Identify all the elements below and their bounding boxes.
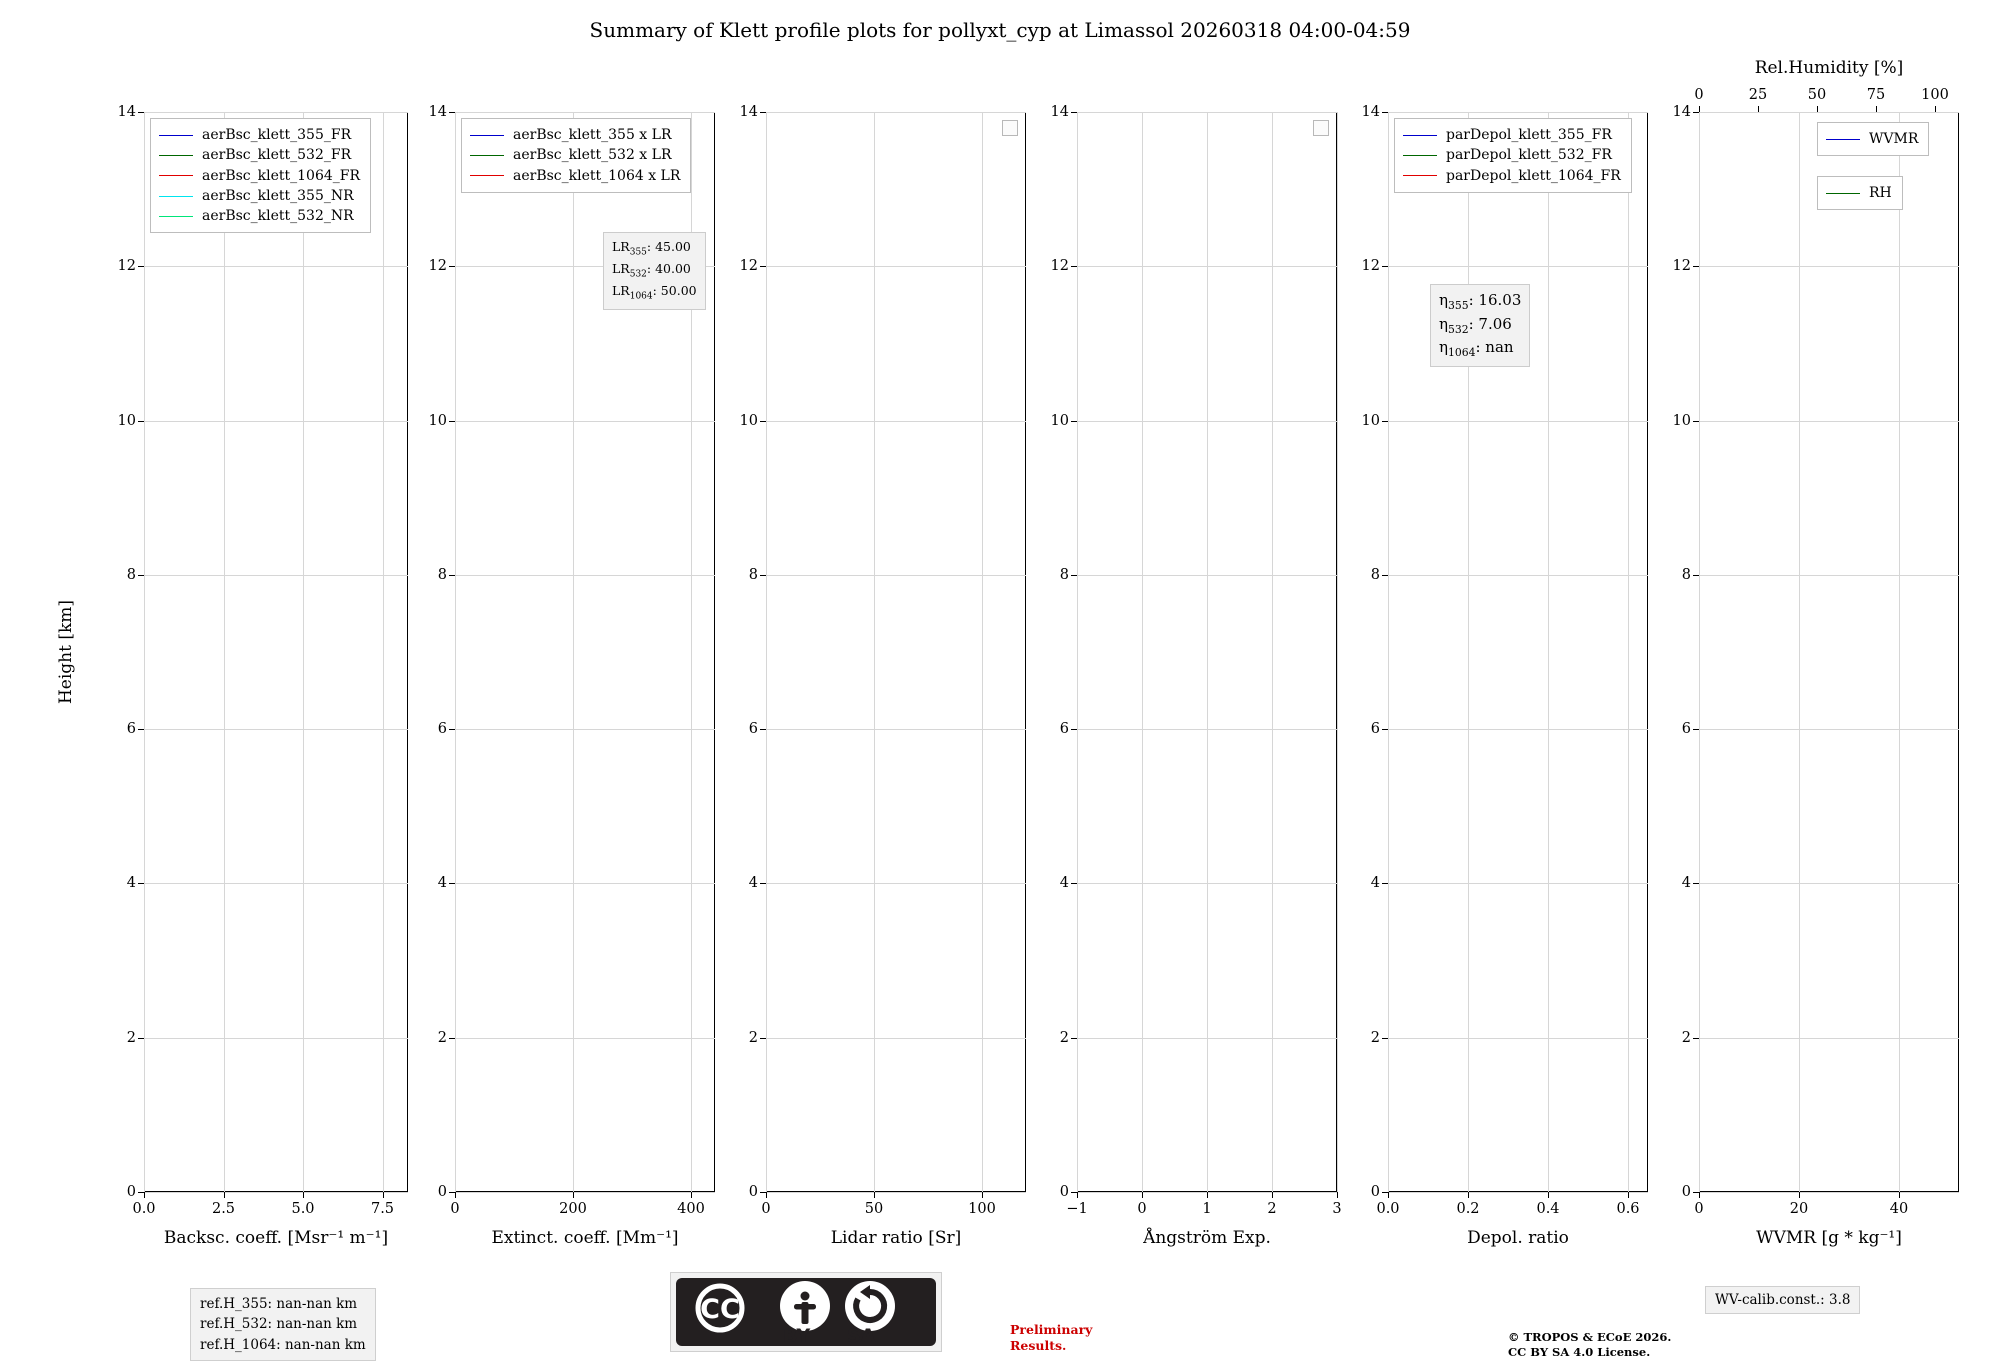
legend-item — [1403, 145, 1621, 165]
y-tick: 2 — [437, 1029, 447, 1046]
legend-color-swatch — [1403, 155, 1437, 156]
y-tick: 6 — [126, 721, 136, 738]
y-tick: 12 — [739, 258, 758, 275]
y-tick: 10 — [1361, 412, 1380, 429]
legend-item — [470, 166, 680, 186]
legend-backscatter — [150, 118, 371, 233]
ref-height-355: ref.H_355: nan-nan km — [200, 1296, 358, 1312]
x-tick: 0 — [1694, 1201, 1704, 1217]
x-tick: 0.0 — [132, 1201, 156, 1217]
y-tick: 0 — [1681, 1184, 1691, 1200]
legend-item — [1826, 183, 1892, 203]
y-tick: 6 — [1370, 721, 1380, 738]
y-tick: 8 — [748, 566, 758, 583]
legend-label: aerBsc_klett_532 x LR — [513, 147, 672, 164]
x-tick: 20 — [1789, 1201, 1809, 1217]
legend-extinction — [461, 118, 691, 193]
x-axis-label-depolarization: Depol. ratio — [1467, 1228, 1569, 1248]
legend-color-swatch — [159, 155, 193, 156]
x-axis-label-wvmr: WVMR [g * kg⁻¹] — [1756, 1228, 1902, 1248]
x-axis-label-angstrom: Ångström Exp. — [1143, 1228, 1271, 1248]
x-axis-label-lidar-ratio: Lidar ratio [Sr] — [830, 1228, 962, 1248]
y-tick: 2 — [1370, 1029, 1380, 1046]
x-tick: 0.0 — [1376, 1201, 1400, 1217]
legend-color-swatch — [1826, 193, 1860, 194]
lidar-ratio-annotation — [603, 232, 706, 310]
y-tick: 8 — [1681, 566, 1691, 583]
panel-depolarization — [1361, 104, 1648, 1248]
x-tick: 0 — [761, 1201, 771, 1217]
y-tick: 4 — [1681, 875, 1691, 892]
legend-rh — [1817, 176, 1903, 210]
y-tick: 4 — [748, 875, 758, 892]
y-tick: 10 — [117, 412, 136, 429]
panel-water-vapour — [1672, 58, 1959, 1248]
creative-commons-license-badge — [670, 1272, 942, 1352]
y-tick: 0 — [126, 1184, 136, 1200]
wv-calibration-constant-box: WV-calib.const.: 3.8 — [1705, 1286, 1860, 1314]
y-tick: 14 — [1672, 104, 1691, 120]
y-tick: 14 — [428, 104, 447, 120]
legend-item — [159, 206, 360, 226]
y-tick: 6 — [1681, 721, 1691, 738]
y-tick: 6 — [437, 721, 447, 738]
top-x-tick: 0 — [1694, 87, 1704, 103]
y-tick: 0 — [1059, 1184, 1069, 1200]
legend-color-swatch — [1403, 175, 1437, 176]
y-tick: 2 — [1681, 1029, 1691, 1046]
x-tick: 0.6 — [1616, 1201, 1640, 1217]
y-tick: 14 — [739, 104, 758, 120]
eta-1064-value: $\eta_{1064}$: nan — [1439, 338, 1514, 360]
eta-355-value: $\eta_{355}$: 16.03 — [1439, 291, 1522, 312]
legend-item — [159, 145, 360, 165]
preliminary-results-note — [1010, 1322, 1092, 1353]
x-tick: 50 — [864, 1201, 884, 1217]
copyright-line-1: © TROPOS & ECoE 2026. — [1508, 1330, 1672, 1344]
cc-sa-label: SA — [847, 1325, 876, 1347]
legend-label: parDepol_klett_1064_FR — [1446, 167, 1621, 184]
x-tick: 0.2 — [1456, 1201, 1480, 1217]
legend-item — [159, 186, 360, 206]
x-tick: 100 — [968, 1201, 996, 1217]
y-tick: 0 — [748, 1184, 758, 1200]
page-title: Summary of Klett profile plots for pollyxt_cyp at Limassol 20260318 04:00-04:59 — [589, 18, 1411, 42]
legend-item — [470, 125, 680, 145]
top-x-tick: 25 — [1748, 87, 1768, 103]
plot-area-depolarization — [1388, 112, 1648, 1192]
y-tick: 4 — [1059, 875, 1069, 892]
y-tick: 6 — [1059, 721, 1069, 738]
lr-1064-value: $LR_{1064}$: 50.00 — [612, 283, 697, 302]
ref-height-532: ref.H_532: nan-nan km — [200, 1316, 358, 1333]
legend-label: aerBsc_klett_1064 x LR — [513, 167, 681, 184]
y-tick: 12 — [1672, 258, 1691, 275]
y-tick: 2 — [126, 1029, 136, 1046]
y-tick: 2 — [748, 1029, 758, 1046]
x-tick: 200 — [559, 1201, 587, 1217]
x-axis-label-backscatter: Backsc. coeff. [Msr⁻¹ m⁻¹] — [163, 1228, 389, 1248]
legend-label: aerBsc_klett_1064_FR — [202, 167, 361, 184]
panel-lidar-ratio — [739, 104, 1026, 1248]
x-tick: 400 — [677, 1201, 705, 1217]
legend-label: parDepol_klett_532_FR — [1446, 147, 1612, 164]
eta-annotation — [1430, 284, 1530, 367]
legend-color-swatch — [1403, 135, 1437, 136]
legend-label: WVMR — [1869, 131, 1919, 147]
legend-color-swatch — [159, 196, 193, 197]
legend-color-swatch — [159, 216, 193, 217]
y-tick: 0 — [1370, 1184, 1380, 1200]
y-tick: 8 — [437, 566, 447, 583]
empty-legend-box-angstrom — [1313, 120, 1329, 136]
y-tick: 10 — [1050, 412, 1069, 429]
y-tick: 14 — [117, 104, 136, 120]
legend-depolarization — [1394, 118, 1632, 193]
x-tick: 40 — [1889, 1201, 1909, 1217]
legend-label: aerBsc_klett_355_FR — [202, 127, 352, 143]
legend-label: aerBsc_klett_532_NR — [202, 208, 354, 225]
x-tick: 0.4 — [1536, 1201, 1560, 1217]
x-tick: 7.5 — [370, 1201, 395, 1217]
eta-532-value: $\eta_{532}$: 7.06 — [1439, 314, 1512, 336]
y-tick: 4 — [437, 875, 447, 892]
x-tick: 3 — [1332, 1201, 1342, 1217]
legend-color-swatch — [159, 135, 193, 136]
panel-extinction — [428, 104, 715, 1248]
panel-backscatter — [56, 104, 408, 1248]
legend-label: aerBsc_klett_355 x LR — [513, 127, 672, 143]
empty-legend-box-lidar-ratio — [1002, 120, 1018, 136]
x-tick: 2.5 — [211, 1201, 236, 1217]
plot-area-lidar-ratio — [766, 112, 1026, 1192]
legend-item — [159, 125, 360, 145]
top-x-tick: 100 — [1921, 87, 1949, 103]
svg-text:CC: CC — [700, 1294, 740, 1325]
legend-item — [1826, 129, 1918, 149]
legend-label: parDepol_klett_355_FR — [1446, 127, 1612, 143]
legend-label: aerBsc_klett_355_NR — [202, 187, 354, 204]
y-tick: 12 — [117, 258, 136, 275]
legend-item — [1403, 166, 1621, 186]
y-tick: 14 — [1361, 104, 1380, 120]
top-x-tick: 50 — [1807, 87, 1827, 103]
lr-355-value: $LR_{355}$: 45.00 — [612, 239, 691, 258]
y-tick: 4 — [1370, 875, 1380, 892]
reference-heights-box — [190, 1288, 376, 1361]
x-tick: 5.0 — [291, 1201, 315, 1217]
y-tick: 8 — [126, 566, 136, 583]
plot-area-water-vapour — [1699, 112, 1959, 1192]
legend-color-swatch — [1826, 139, 1860, 140]
legend-color-swatch — [470, 155, 504, 156]
preliminary-line-2: Results. — [1010, 1337, 1067, 1353]
legend-color-swatch — [470, 175, 504, 176]
y-tick: 4 — [126, 875, 136, 892]
legend-color-swatch — [159, 175, 193, 176]
legend-item — [159, 166, 360, 186]
legend-wvmr — [1817, 122, 1929, 156]
y-tick: 8 — [1059, 566, 1069, 583]
y-tick: 6 — [748, 721, 758, 738]
y-tick: 12 — [428, 258, 447, 275]
x-tick: 1 — [1202, 1201, 1212, 1217]
copyright-note — [1508, 1330, 1671, 1360]
panel-angstrom — [1050, 104, 1342, 1248]
legend-label: aerBsc_klett_532_FR — [202, 147, 352, 164]
copyright-line-2: CC BY SA 4.0 License. — [1508, 1344, 1651, 1359]
top-axis-label-relative-humidity: Rel.Humidity [%] — [1754, 58, 1904, 78]
preliminary-line-1: Preliminary — [1010, 1322, 1093, 1337]
y-axis-label: Height [km] — [56, 599, 76, 705]
top-x-tick: 75 — [1866, 87, 1886, 103]
y-tick: 12 — [1050, 258, 1069, 275]
y-tick: 2 — [1059, 1029, 1069, 1046]
legend-color-swatch — [470, 135, 504, 136]
y-tick: 12 — [1361, 258, 1380, 275]
x-tick: −1 — [1066, 1201, 1088, 1217]
y-tick: 14 — [1050, 104, 1069, 120]
legend-label: RH — [1869, 185, 1892, 201]
y-tick: 0 — [437, 1184, 447, 1200]
y-tick: 10 — [428, 412, 447, 429]
legend-item — [470, 145, 680, 165]
y-tick: 10 — [1672, 412, 1691, 429]
legend-item — [1403, 125, 1621, 145]
y-tick: 8 — [1370, 566, 1380, 583]
x-axis-label-extinction: Extinct. coeff. [Mm⁻¹] — [491, 1228, 679, 1248]
ref-height-1064: ref.H_1064: nan-nan km — [200, 1336, 366, 1353]
x-tick: 0 — [1137, 1201, 1147, 1217]
cc-by-label: BY — [783, 1325, 811, 1347]
y-tick: 10 — [739, 412, 758, 429]
x-tick: 2 — [1267, 1201, 1277, 1217]
plot-area-backscatter — [144, 112, 408, 1192]
x-tick: 0 — [450, 1201, 460, 1217]
lr-532-value: $LR_{532}$: 40.00 — [612, 261, 691, 280]
